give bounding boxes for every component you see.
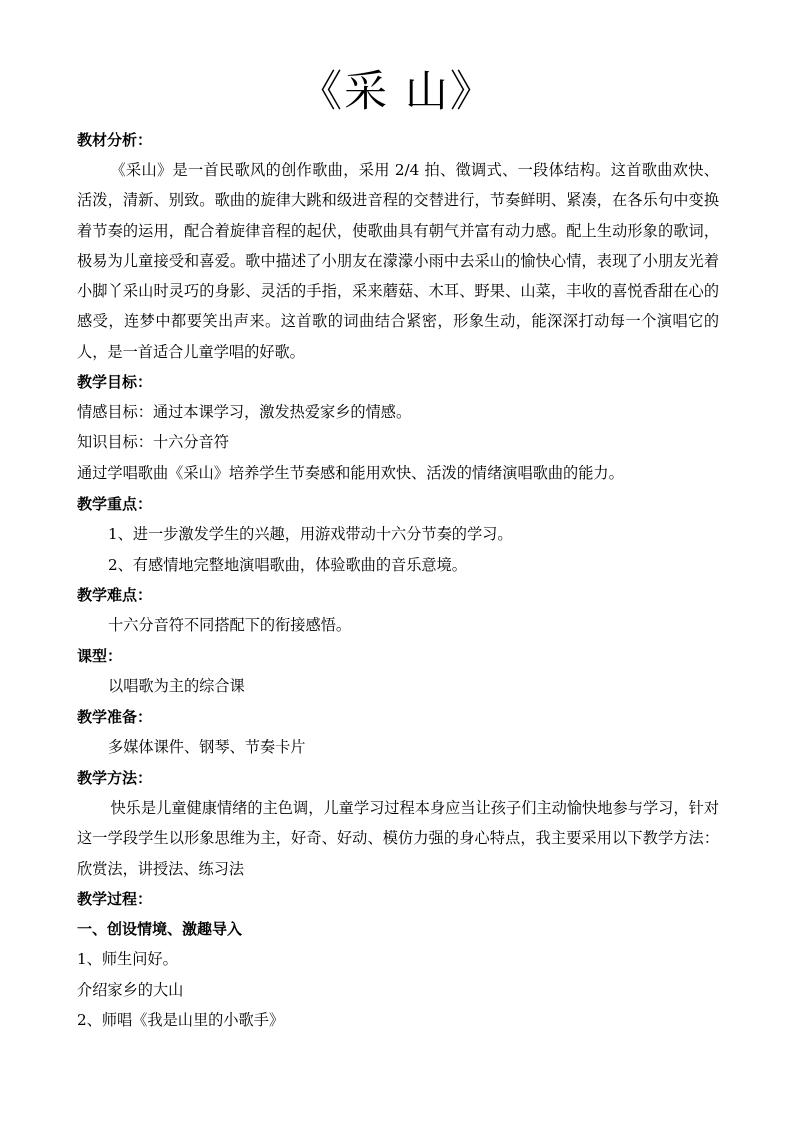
process-item-1: 1、师生问好。 bbox=[77, 950, 178, 969]
goal-ability: 通过学唱歌曲《采山》培养学生节奏感和能用欢快、活泼的情绪演唱歌曲的能力。 bbox=[77, 464, 624, 483]
prep-heading: 教学准备： bbox=[77, 707, 153, 726]
process-item-2: 2、师唱《我是山里的小歌手》 bbox=[77, 1011, 285, 1030]
goal-knowledge: 知识目标：十六分音符 bbox=[77, 433, 229, 452]
goals-heading: 教学目标： bbox=[77, 373, 153, 392]
process-heading: 教学过程： bbox=[77, 890, 153, 909]
process-step-1: 一、创设情境、激趣导入 bbox=[77, 920, 243, 939]
process-item-1b: 介绍家乡的大山 bbox=[77, 980, 184, 999]
key-point-1: 1、进一步激发学生的兴趣，用游戏带动十六分节奏的学习。 bbox=[108, 525, 513, 544]
key-point-2: 2、有感情地完整地演唱歌曲，体验歌曲的音乐意境。 bbox=[108, 555, 467, 574]
analysis-paragraph: 《采山》是一首民歌风的创作歌曲，采用 2/4 拍、徵调式、一段体结构。这首歌曲欢快、活泼，清新、别致。歌曲的旋律大跳和级进音程的交替进行，节奏鲜明、紧凑，在各乐句中变换着节奏的运用，配合着旋律音程的起伏，使歌曲具有朝气并富有动力感。配上生动形象的歌词，极易为儿童接受和喜爱。歌中描述了小朋友在濛濛小雨中去采山的愉快心情，表现了小朋友光着小脚丫采山时灵巧的身影、灵活的手指，采来蘑菇、木耳、野果、山菜，丰收的喜悦香甜在心的感受，连梦中都要笑出声来。这首歌的词曲结合紧密，形象生动，能深深打动每一个演唱它的人，是一首适合儿童学唱的好歌。 bbox=[77, 161, 719, 361]
document-body bbox=[77, 125, 719, 1036]
method-heading: 教学方法： bbox=[77, 768, 153, 787]
method-paragraph: 快乐是儿童健康情绪的主色调，儿童学习过程本身应当让孩子们主动愉快地参与学习，针对这一学段学生以形象思维为主，好奇、好动、模仿力强的身心特点，我主要采用以下教学方法：欣赏法，讲授法、练习法 bbox=[77, 798, 719, 878]
type-text: 以唱歌为主的综合课 bbox=[108, 677, 245, 696]
goal-emotion: 情感目标：通过本课学习，激发热爱家乡的情感。 bbox=[77, 403, 412, 422]
key-heading: 教学重点： bbox=[77, 495, 153, 514]
analysis-heading: 教材分析： bbox=[77, 131, 153, 149]
document-title: 《采 山》 bbox=[299, 67, 495, 117]
difficulty-text: 十六分音符不同搭配下的衔接感悟。 bbox=[108, 616, 351, 635]
prep-text: 多媒体课件、钢琴、节奏卡片 bbox=[108, 737, 306, 756]
difficulty-heading: 教学难点： bbox=[77, 586, 153, 605]
type-heading: 课型： bbox=[77, 647, 123, 666]
